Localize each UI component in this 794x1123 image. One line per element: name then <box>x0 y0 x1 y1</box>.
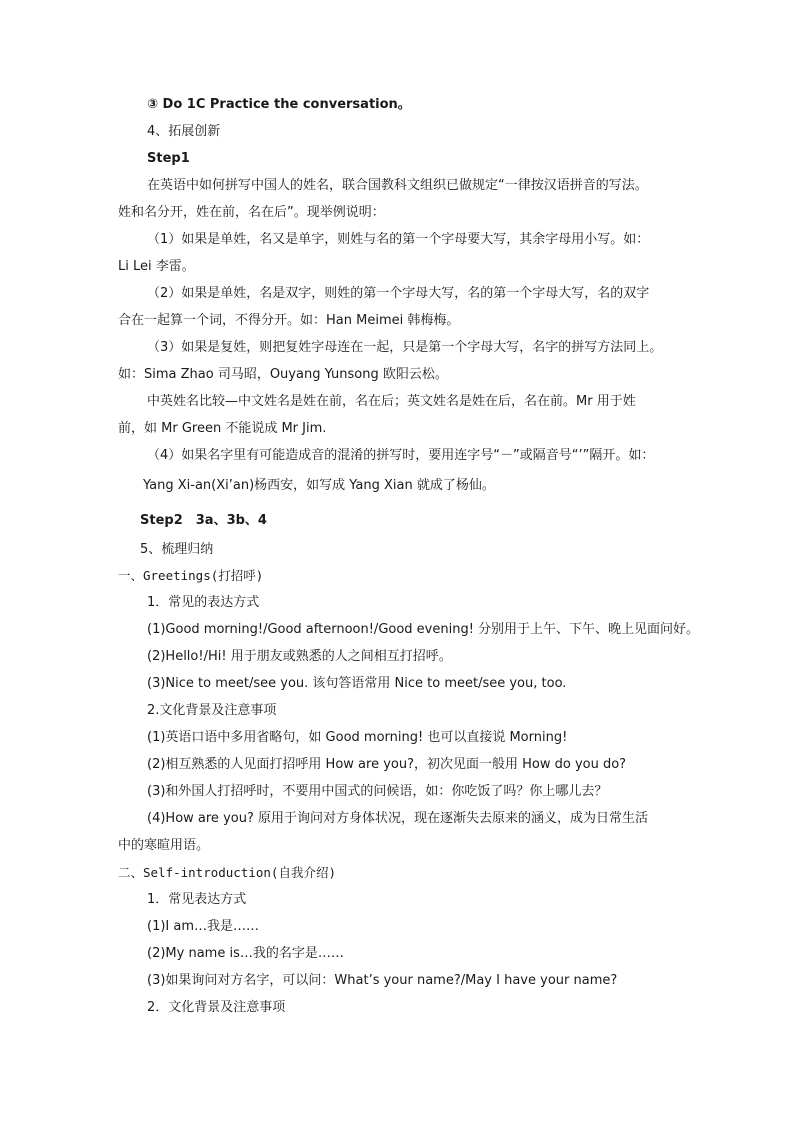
rule-3-example: 如：Sima Zhao 司马昭，Ouyang Yunsong 欧阳云松。 <box>118 367 448 382</box>
subheading-expressions: 1．常见的表达方式 <box>147 595 260 610</box>
culture-item-2: (2)相互熟悉的人见面打招呼用 How are you?，初次见面一般用 How do you do? <box>147 757 627 772</box>
culture-item-4: (4)How are you? 原用于询问对方身体状况，现在逐渐失去原来的涵义，成为日常生活 <box>147 811 648 826</box>
heading-greetings: 一、Greetings(打招呼) <box>118 568 264 583</box>
step1-label: Step1 <box>147 151 190 166</box>
section-heading-summary: 5、梳理归纳 <box>140 542 214 557</box>
greeting-item-3: (3)Nice to meet/see you. 该句答语常用 Nice to meet/see you, too. <box>147 676 567 691</box>
step2-label: Step2 3a、3b、4 <box>140 513 267 528</box>
greeting-item-2: (2)Hello!/Hi! 用于朋友或熟悉的人之间相互打招呼。 <box>147 649 452 664</box>
subheading-self-culture: 2．文化背景及注意事项 <box>147 1000 286 1015</box>
self-item-3: (3)如果询问对方名字，可以问：What’s your name?/May I have your name? <box>147 973 618 988</box>
rule-1-example: Li Lei 李雷。 <box>118 259 195 274</box>
self-item-2: (2)My name is…我的名字是…… <box>147 946 344 961</box>
rule-2-line: （2）如果是单姓，名是双字，则姓的第一个字母大写，名的第一个字母大写，名的双字 <box>147 286 650 301</box>
greeting-item-1: (1)Good morning!/Good afternoon!/Good evening! 分别用于上午、下午、晚上见面问好。 <box>147 622 700 637</box>
comparison-example: 前，如 Mr Green 不能说成 Mr Jim. <box>118 421 327 436</box>
rule-2-example: 合在一起算一个词，不得分开。如：Han Meimei 韩梅梅。 <box>118 313 460 328</box>
paragraph-line: 在英语中如何拼写中国人的姓名，联合国教科文组织已做规定“一律按汉语拼音的写法。 <box>147 178 648 193</box>
subheading-self-expressions: 1．常见表达方式 <box>147 892 247 907</box>
self-item-1: (1)I am…我是…… <box>147 919 260 934</box>
subheading-culture: 2.文化背景及注意事项 <box>147 703 277 718</box>
comparison-line: 中英姓名比较—中文姓名是姓在前，名在后；英文姓名是姓在后，名在前。Mr 用于姓 <box>147 394 636 409</box>
rule-1-line: （1）如果是单姓，名又是单字，则姓与名的第一个字母要大写，其余字母用小写。如： <box>147 232 650 247</box>
culture-item-4-cont: 中的寒暄用语。 <box>118 838 210 853</box>
heading-self-introduction: 二、Self-introduction(自我介绍) <box>118 865 336 880</box>
culture-item-3: (3)和外国人打招呼时，不要用中国式的问候语，如：你吃饭了吗？你上哪儿去？ <box>147 784 608 799</box>
section-heading-expand-innovate: 4、拓展创新 <box>147 124 221 139</box>
rule-3-line: （3）如果是复姓，则把复姓字母连在一起，只是第一个字母大写，名字的拼写方法同上。 <box>147 340 663 355</box>
paragraph-line: 姓和名分开，姓在前，名在后”。现举例说明： <box>118 205 385 220</box>
rule-4-line: （4）如果名字里有可能造成音的混淆的拼写时，要用连字号“－”或隔音号“’”隔开。如： <box>147 448 655 463</box>
rule-4-example: Yang Xi-an(Xi’an)杨西安，如写成 Yang Xian 就成了杨仙。 <box>143 478 495 493</box>
step-do-1c-line: ③ Do 1C Practice the conversation。 <box>147 97 411 112</box>
culture-item-1: (1)英语口语中多用省略句，如 Good morning! 也可以直接说 Morning! <box>147 730 568 745</box>
